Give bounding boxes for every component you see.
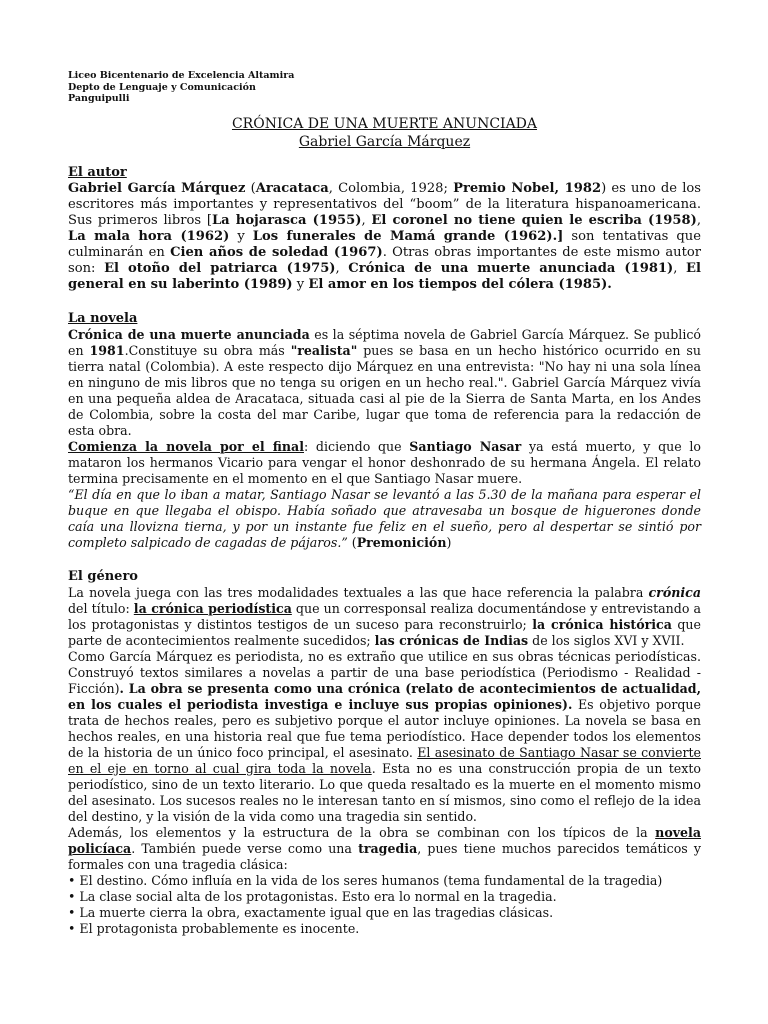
document-title: CRÓNICA DE UNA MUERTE ANUNCIADA xyxy=(231,115,538,132)
school-header xyxy=(68,70,701,105)
department-name: Depto de Lenguaje y Comunicación xyxy=(68,81,256,93)
novela-quote: “El día en que lo iban a matar, Santiago Nasar se levantó a las 5.30 de la mañana para esperar el buque en que llegaba el obispo. Había soñado que atravesaba un bosque de higuerones donde caía una llovizna tierna, y por un instante fue feliz en el sueño, pero al despertar se sintió por completo salpicado de cagadas de pájaros.” (Premonición) xyxy=(68,486,701,550)
novela-paragraph-1: Crónica de una muerte anunciada es la séptima novela de Gabriel García Márquez. Se publicó en 1981.Constituye su obra más "realista" pues se basa en un hecho histórico ocurrido en su tierra natal (Colombia). A este respecto dijo Márquez en una entrevista: "No hay ni una sola línea en ninguno de mis libros que no tenga su origen en un hecho real.". Gabriel García Márquez vivía en una pequeña aldea de Aracataca, situada casi al pie de la Sierra de Santa Marta, en los Andes de Colombia, sobre la costa del mar Caribe, lugar que toma de referencia para la redacción de esta obra. xyxy=(68,326,702,438)
document-author: Gabriel García Márquez xyxy=(298,133,471,150)
genero-paragraph-2: Como García Márquez es periodista, no es extraño que utilice en sus obras técnicas periodísticas. Construyó textos similares a novelas a partir de una base periodística (Periodismo - Realidad - Ficción). La obra se presenta como una crónica (relato de acontecimientos de actualidad, en los cuales el periodista investiga e incluye sus propias opiniones). Es objetivo porque trata de hechos reales, pero es subjetivo porque el autor incluye opiniones. La novela se basa en hechos reales, en una historia real que fue tema periodístico. Hace depender todos los elementos de la historia de un único foco principal, el asesinato. El asesinato de Santiago Nasar se convierte en el eje en torno al cual gira toda la novela. Esta no es una construcción propia de un texto periodístico, sino de un texto literario. Lo que queda resaltado es la muerte en el momento mismo del asesinato. Los sucesos reales no le interesan tanto en sí mismos, sino como el reflejo de la idea del destino, y la visión de la vida como una tragedia sin sentido. xyxy=(68,648,701,824)
novela-paragraph-2: Comienza la novela por el final: diciendo que Santiago Nasar ya está muerto, y que lo mataron los hermanos Vicario para vengar el honor deshonrado de su hermana Ángela. El relato termina precisamente en el momento en el que Santiago Nasar muere. xyxy=(68,438,702,486)
list-item: • El protagonista probablemente es inocente. xyxy=(68,920,360,936)
title-block xyxy=(68,115,701,151)
list-item: • La clase social alta de los protagonistas. Esto era lo normal en la tragedia. xyxy=(68,888,557,904)
genero-paragraph-3: Además, los elementos y la estructura de la obra se combinan con los típicos de la novela policíaca. También puede verse como una tragedia, pues tiene muchos parecidos temáticos y formales con una tragedia clásica: xyxy=(68,824,701,872)
list-item: • El destino. Cómo influía en la vida de los seres humanos (tema fundamental de la tragedia) xyxy=(68,872,663,888)
school-name: Liceo Bicentenario de Excelencia Altamira xyxy=(68,70,295,81)
tragedy-list xyxy=(68,873,701,937)
document-page xyxy=(68,70,701,937)
section-heading-novela: La novela xyxy=(68,310,138,326)
autor-name: Gabriel García Márquez xyxy=(68,180,246,196)
genero-paragraph-1: La novela juega con las tres modalidades textuales a las que hace referencia la palabra crónica del título: la crónica periodística que un corresponsal realiza documentándose y entrevistando a los protagonistas y distintos testigos de un suceso para reconstruirlo; la crónica histórica que parte de acontecimientos realmente sucedidos; las crónicas de Indias de los siglos XVI y XVII. xyxy=(68,584,701,648)
section-heading-genero: El género xyxy=(68,568,138,584)
autor-paragraph: Gabriel García Márquez (Aracataca, Colombia, 1928; Premio Nobel, 1982) es uno de los escritores más importantes y representativos del “boom” de la literatura hispanoamericana. Sus primeros libros [La hojarasca (1955), El coronel no tiene quien le escriba (1958), La mala hora (1962) y Los funerales de Mamá grande (1962).] son tentativas que culminarán en Cien años de soledad (1967). Otras obras importantes de este mismo autor son: El otoño del patriarca (1975), Crónica de una muerte anunciada (1981), El general en su laberinto (1989) y El amor en los tiempos del cólera (1985). xyxy=(68,180,702,292)
section-heading-autor: El autor xyxy=(68,164,127,180)
list-item: • La muerte cierra la obra, exactamente igual que en las tragedias clásicas. xyxy=(68,904,554,920)
city-name: Panguipulli xyxy=(68,93,130,104)
